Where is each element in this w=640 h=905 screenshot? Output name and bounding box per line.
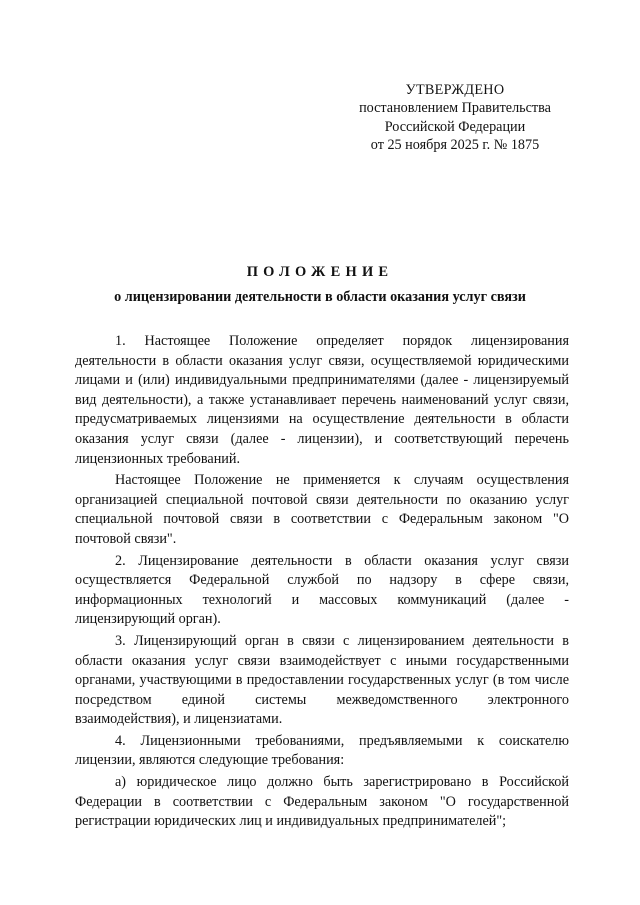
paragraph-1-note: Настоящее Положение не применяется к случаям осуществления организацией специальной почтовой связи деятельности по оказанию услуг специальной почтовой связи в соответствии с Федеральным законом "О почтовой связи".: [75, 472, 569, 547]
paragraph-2: 2. Лицензирование деятельности в области оказания услуг связи осуществляется Федеральной службой по надзору в сфере связи, информационных технологий и массовых коммуникаций (далее - лицензирующий орган).: [75, 552, 569, 628]
approval-line-2: Российской Федерации: [384, 118, 526, 135]
document-body: [75, 332, 569, 834]
paragraph-4a: а) юридическое лицо должно быть зарегистрировано в Российской Федерации в соответствии с Федеральным законом "О государственной регистрации юридических лиц и индивидуальных предпринимателей";: [75, 774, 569, 830]
paragraph-1: 1. Настоящее Положение определяет порядок лицензирования деятельности в области оказания услуг связи, осуществляемой юридическими лицами и (или) индивидуальными предпринимателями (далее - лицензируемый вид деятельности), а также устанавливает перечень наименований услуг связи, предусматриваемых лицензиями на осуществление деятельности в области оказания услуг связи (далее - лицензии), и соответствующий перечень лицензионных требований.: [75, 333, 569, 467]
paragraph-3: 3. Лицензирующий орган в связи с лицензированием деятельности в области оказания услуг связи взаимодействует с иными государственными органами, участвующими в предоставлении государственных услуг (в том числе посредством единой системы межведомственного электронного взаимодействия), и лицензиатами.: [75, 632, 569, 728]
document-subtitle: о лицензировании деятельности в области оказания услуг связи: [114, 289, 526, 305]
approval-line-3: от 25 ноября 2025 г. № 1875: [370, 137, 540, 154]
approval-heading: УТВЕРЖДЕНО: [405, 82, 505, 98]
approval-stamp: [330, 81, 580, 155]
approval-line-1: постановлением Правительства: [359, 100, 551, 117]
paragraph-4: 4. Лицензионными требованиями, предъявляемыми к соискателю лицензии, являются следующие требования:: [75, 732, 569, 769]
document-title: ПОЛОЖЕНИЕ: [246, 264, 394, 280]
